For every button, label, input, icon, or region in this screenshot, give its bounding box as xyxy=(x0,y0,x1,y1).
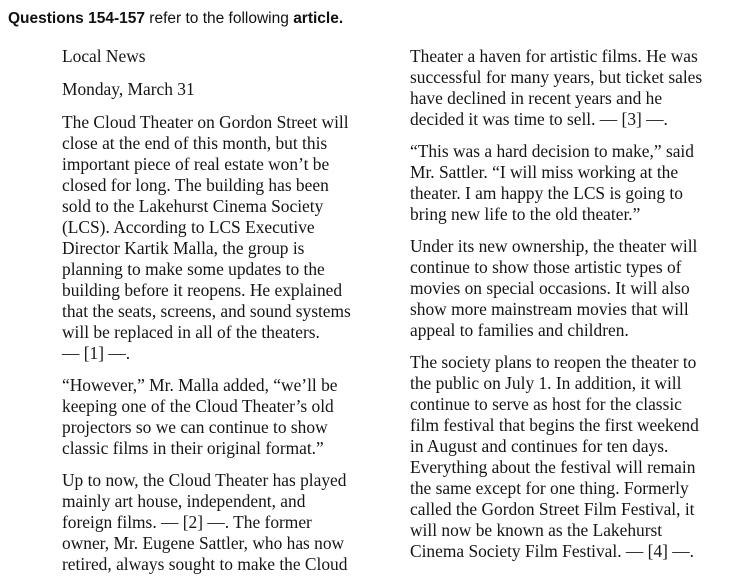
text-line: Everything about the festival will remain xyxy=(410,457,696,477)
text-line: film festival that begins the first weekend xyxy=(410,415,699,435)
article-paragraph-5 xyxy=(410,141,728,225)
text-line: bring new life to the old theater.” xyxy=(410,204,641,224)
text-line: decided it was time to sell. — [3] —. xyxy=(410,109,668,129)
text-line: have declined in recent years and he xyxy=(410,88,663,108)
text-line: (LCS). According to LCS Executive xyxy=(62,217,315,237)
text-line: classic films in their original format.” xyxy=(62,438,324,458)
text-line: will now be known as the Lakehurst xyxy=(410,520,663,540)
text-line: foreign films. — [2] —. The former xyxy=(62,512,312,532)
article-section: Local News xyxy=(62,46,146,66)
article-paragraph-7 xyxy=(410,352,728,562)
text-line: “However,” Mr. Malla added, “we’ll be xyxy=(62,375,338,395)
text-line: “This was a hard decision to make,” said xyxy=(410,141,694,161)
text-line: important piece of real estate won’t be xyxy=(62,154,330,174)
text-line: closed for long. The building has been xyxy=(62,175,329,195)
text-line: that the seats, screens, and sound systems xyxy=(62,301,351,321)
text-line: Cinema Society Film Festival. — [4] —. xyxy=(410,541,695,561)
text-line: movies on special occasions. It will also xyxy=(410,278,690,298)
text-line: close at the end of this month, but this xyxy=(62,133,328,153)
text-line: Up to now, the Cloud Theater has played xyxy=(62,470,347,490)
text-line: planning to make some updates to the xyxy=(62,259,325,279)
article-date: Monday, March 31 xyxy=(62,79,195,99)
text-line: continue to show those artistic types of xyxy=(410,257,682,277)
article-paragraph-1 xyxy=(62,112,372,364)
question-range: Questions 154-157 xyxy=(8,10,145,27)
text-line: sold to the Lakehurst Cinema Society xyxy=(62,196,324,216)
text-line: in August and continues for ten days. xyxy=(410,436,669,456)
text-line: Director Kartik Malla, the group is xyxy=(62,238,305,258)
question-header xyxy=(8,10,343,28)
text-line: will be replaced in all of the theaters. xyxy=(62,322,320,342)
text-line: The Cloud Theater on Gordon Street will xyxy=(62,112,349,132)
article-paragraph-6 xyxy=(410,236,728,341)
text-line: the same except for one thing. Formerly xyxy=(410,478,689,498)
question-doc-type: article. xyxy=(293,10,344,27)
text-line: show more mainstream movies that will xyxy=(410,299,689,319)
text-line: called the Gordon Street Film Festival, it xyxy=(410,499,695,519)
question-instruction: refer to the following xyxy=(144,10,294,27)
text-line: building before it reopens. He explained xyxy=(62,280,343,300)
text-line: projectors so we can continue to show xyxy=(62,417,328,437)
text-line: Theater a haven for artistic films. He was xyxy=(410,46,698,66)
article-paragraph-3 xyxy=(62,470,372,575)
text-line: the public on July 1. In addition, it will xyxy=(410,373,682,393)
text-line: retired, always sought to make the Cloud xyxy=(62,554,348,574)
text-line: keeping one of the Cloud Theater’s old xyxy=(62,396,334,416)
article-right-column xyxy=(410,46,728,573)
text-line: theater. I am happy the LCS is going to xyxy=(410,183,683,203)
article-paragraph-4 xyxy=(410,46,728,130)
article-paragraph-2 xyxy=(62,375,372,459)
article-left-column xyxy=(62,46,372,586)
text-line: appeal to families and children. xyxy=(410,320,629,340)
text-line: mainly art house, independent, and xyxy=(62,491,306,511)
text-line: successful for many years, but ticket sales xyxy=(410,67,703,87)
text-line: owner, Mr. Eugene Sattler, who has now xyxy=(62,533,345,553)
text-line: Mr. Sattler. “I will miss working at the xyxy=(410,162,679,182)
text-line: — [1] —. xyxy=(62,343,131,363)
text-line: Under its new ownership, the theater will xyxy=(410,236,698,256)
text-line: continue to serve as host for the classic xyxy=(410,394,682,414)
text-line: The society plans to reopen the theater to xyxy=(410,352,697,372)
